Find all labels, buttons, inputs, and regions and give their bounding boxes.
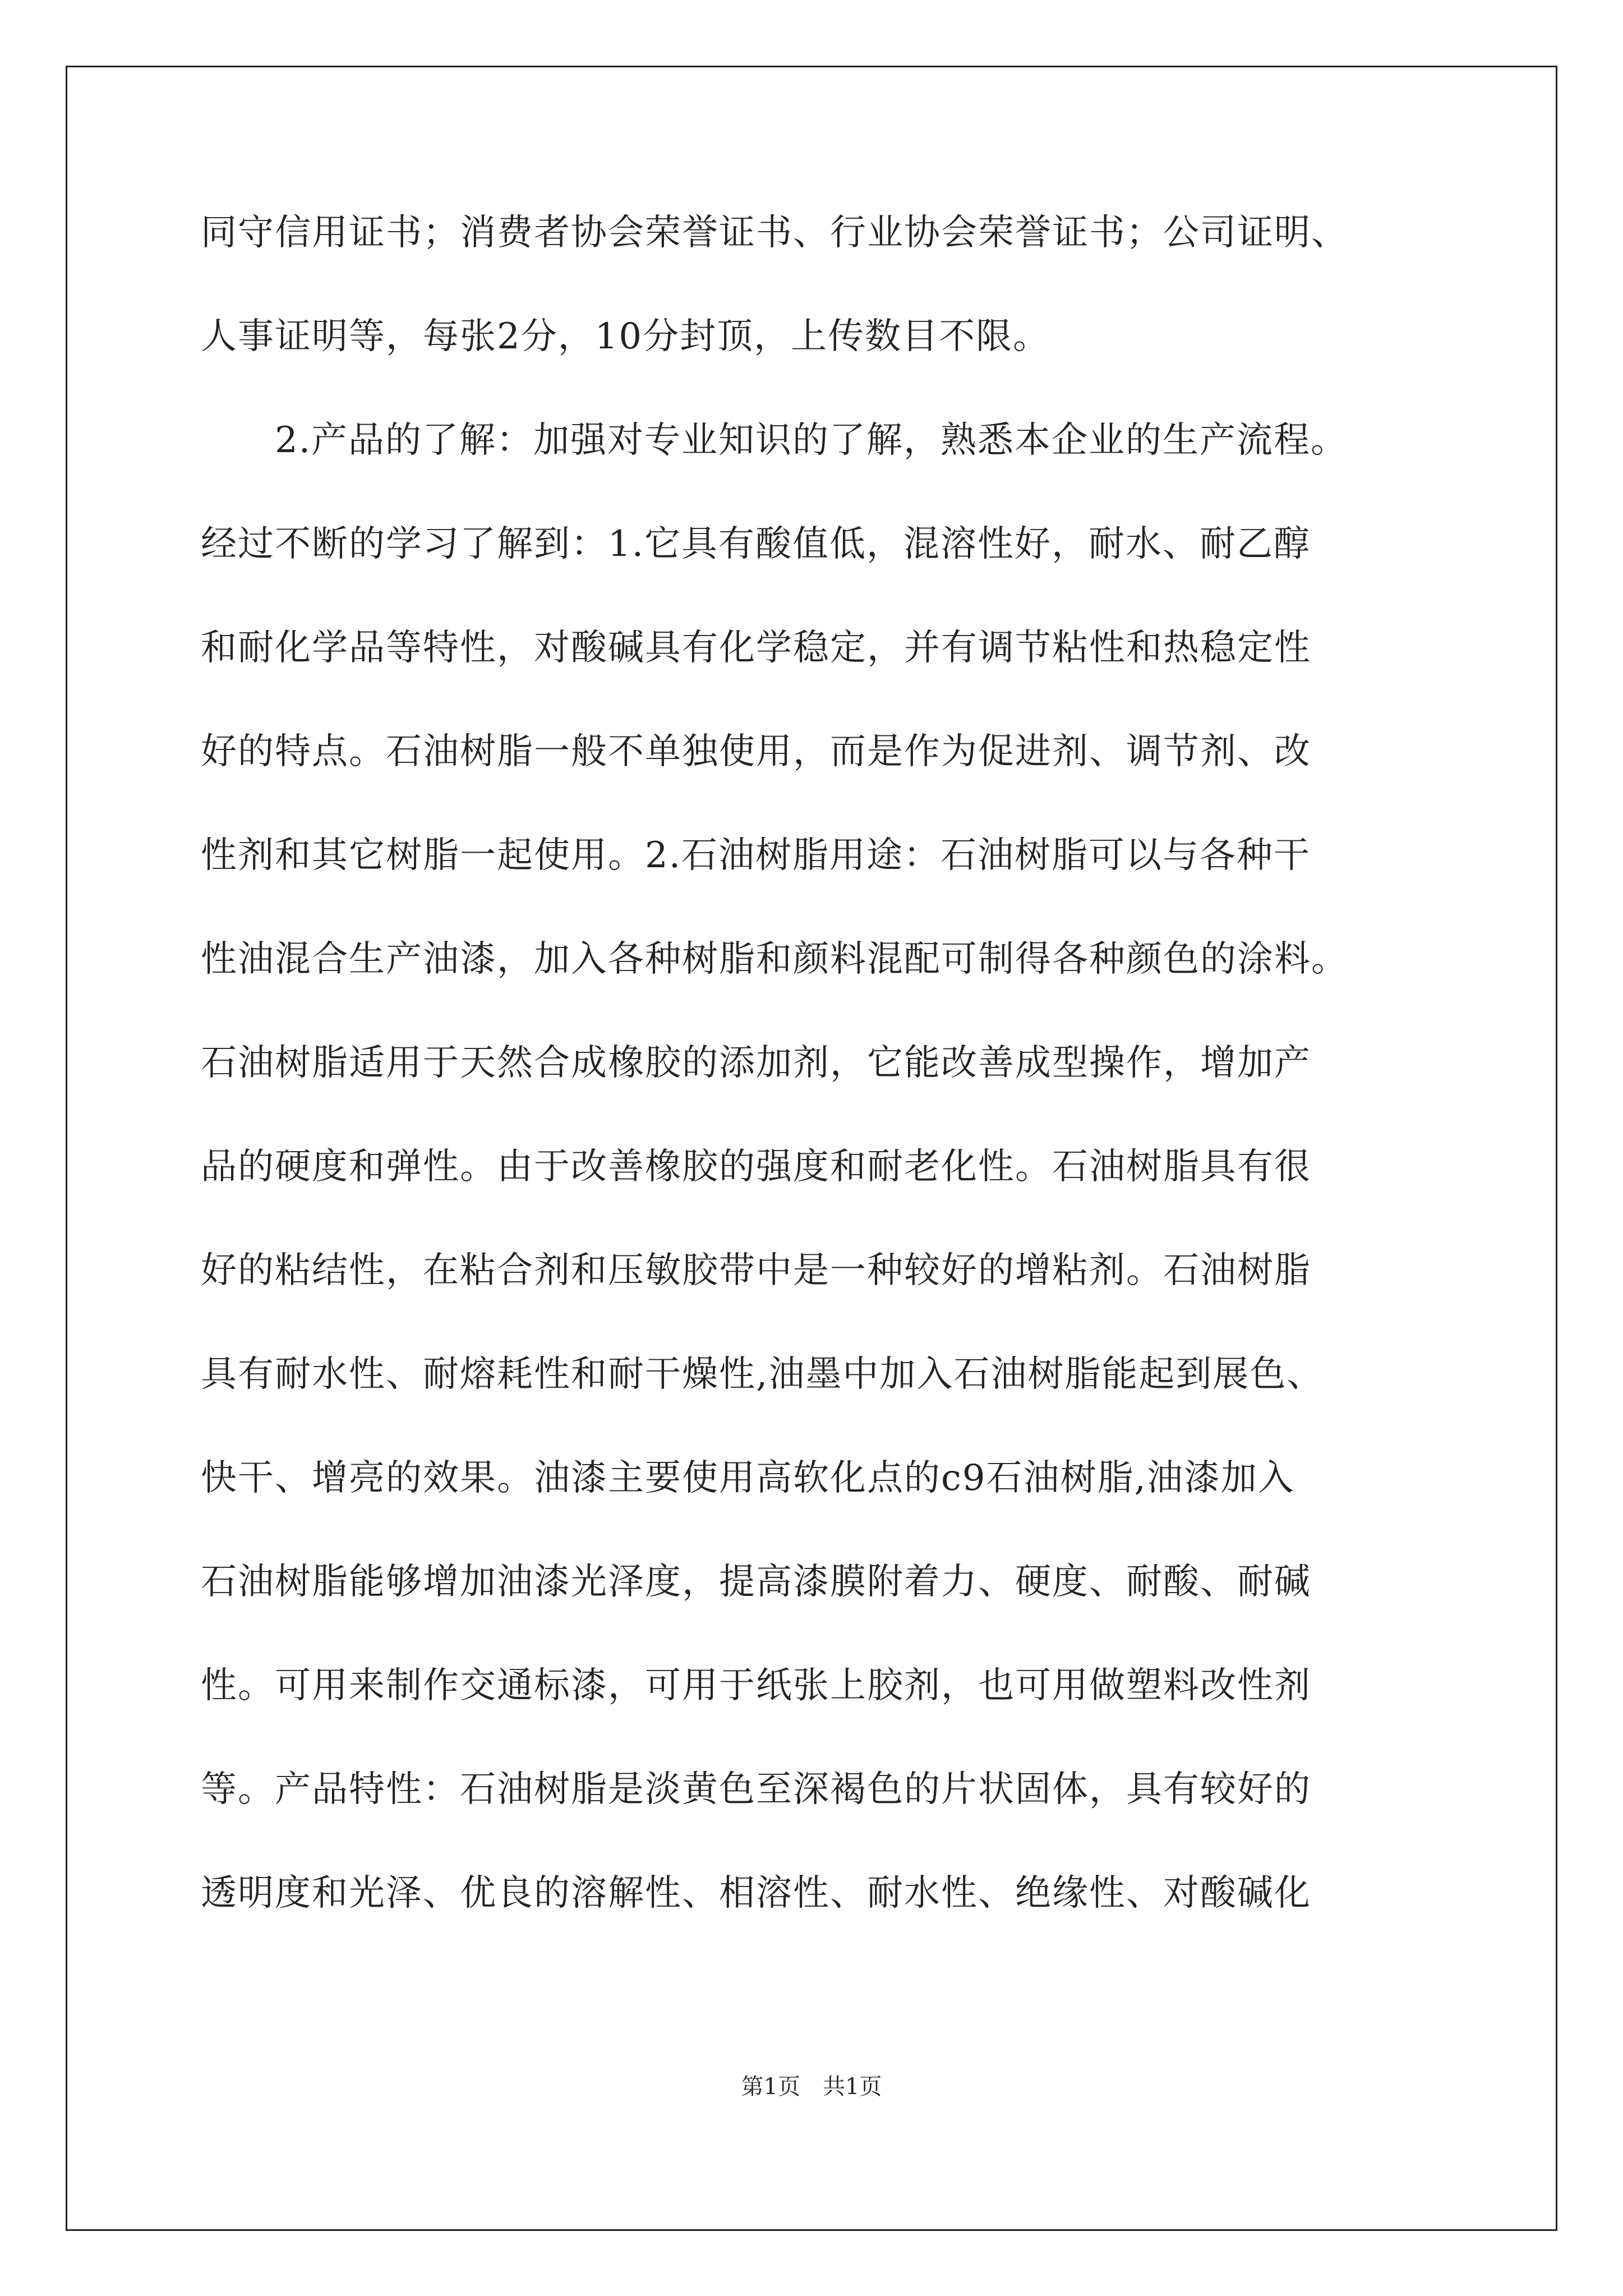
text-line: 快干、增亮的效果。油漆主要使用高软化点的c9石油树脂,油漆加入 xyxy=(201,1457,1295,1499)
text-line: 石油树脂能够增加油漆光泽度，提高漆膜附着力、硬度、耐酸、耐碱 xyxy=(201,1561,1311,1603)
text-line: 人事证明等，每张2分，10分封顶，上传数目不限。 xyxy=(201,316,1050,357)
text-line: 性剂和其它树脂一起使用。2.石油树脂用途：石油树脂可以与各种干 xyxy=(201,835,1311,876)
text-line: 性。可用来制作交通标漆，可用于纸张上胶剂，也可用做塑料改性剂 xyxy=(201,1665,1311,1706)
page-footer: 第1页 共1页 xyxy=(741,2074,882,2100)
text-line: 性油混合生产油漆，加入各种树脂和颜料混配可制得各种颜色的涂料。 xyxy=(201,938,1348,980)
text-line: 好的特点。石油树脂一般不单独使用，而是作为促进剂、调节剂、改 xyxy=(201,731,1311,772)
text-line: 2.产品的了解：加强对专业知识的了解，熟悉本企业的生产流程。 xyxy=(201,420,1348,461)
text-line: 石油树脂适用于天然合成橡胶的添加剂，它能改善成型操作，增加产 xyxy=(201,1042,1311,1084)
text-line: 具有耐水性、耐熔耗性和耐干燥性,油墨中加入石油树脂能起到展色、 xyxy=(201,1354,1324,1395)
text-line: 等。产品特性：石油树脂是淡黄色至深褐色的片状固体，具有较好的 xyxy=(201,1769,1311,1810)
text-line: 同守信用证书；消费者协会荣誉证书、行业协会荣誉证书；公司证明、 xyxy=(201,212,1348,254)
text-line: 透明度和光泽、优良的溶解性、相溶性、耐水性、绝缘性、对酸碱化 xyxy=(201,1872,1311,1914)
text-line: 经过不断的学习了解到：1.它具有酸值低，混溶性好，耐水、耐乙醇 xyxy=(201,523,1311,565)
text-line: 好的粘结性，在粘合剂和压敏胶带中是一种较好的增粘剂。石油树脂 xyxy=(201,1250,1311,1291)
text-line: 品的硬度和弹性。由于改善橡胶的强度和耐老化性。石油树脂具有很 xyxy=(201,1146,1311,1188)
text-line: 和耐化学品等特性，对酸碱具有化学稳定，并有调节粘性和热稳定性 xyxy=(201,627,1311,669)
